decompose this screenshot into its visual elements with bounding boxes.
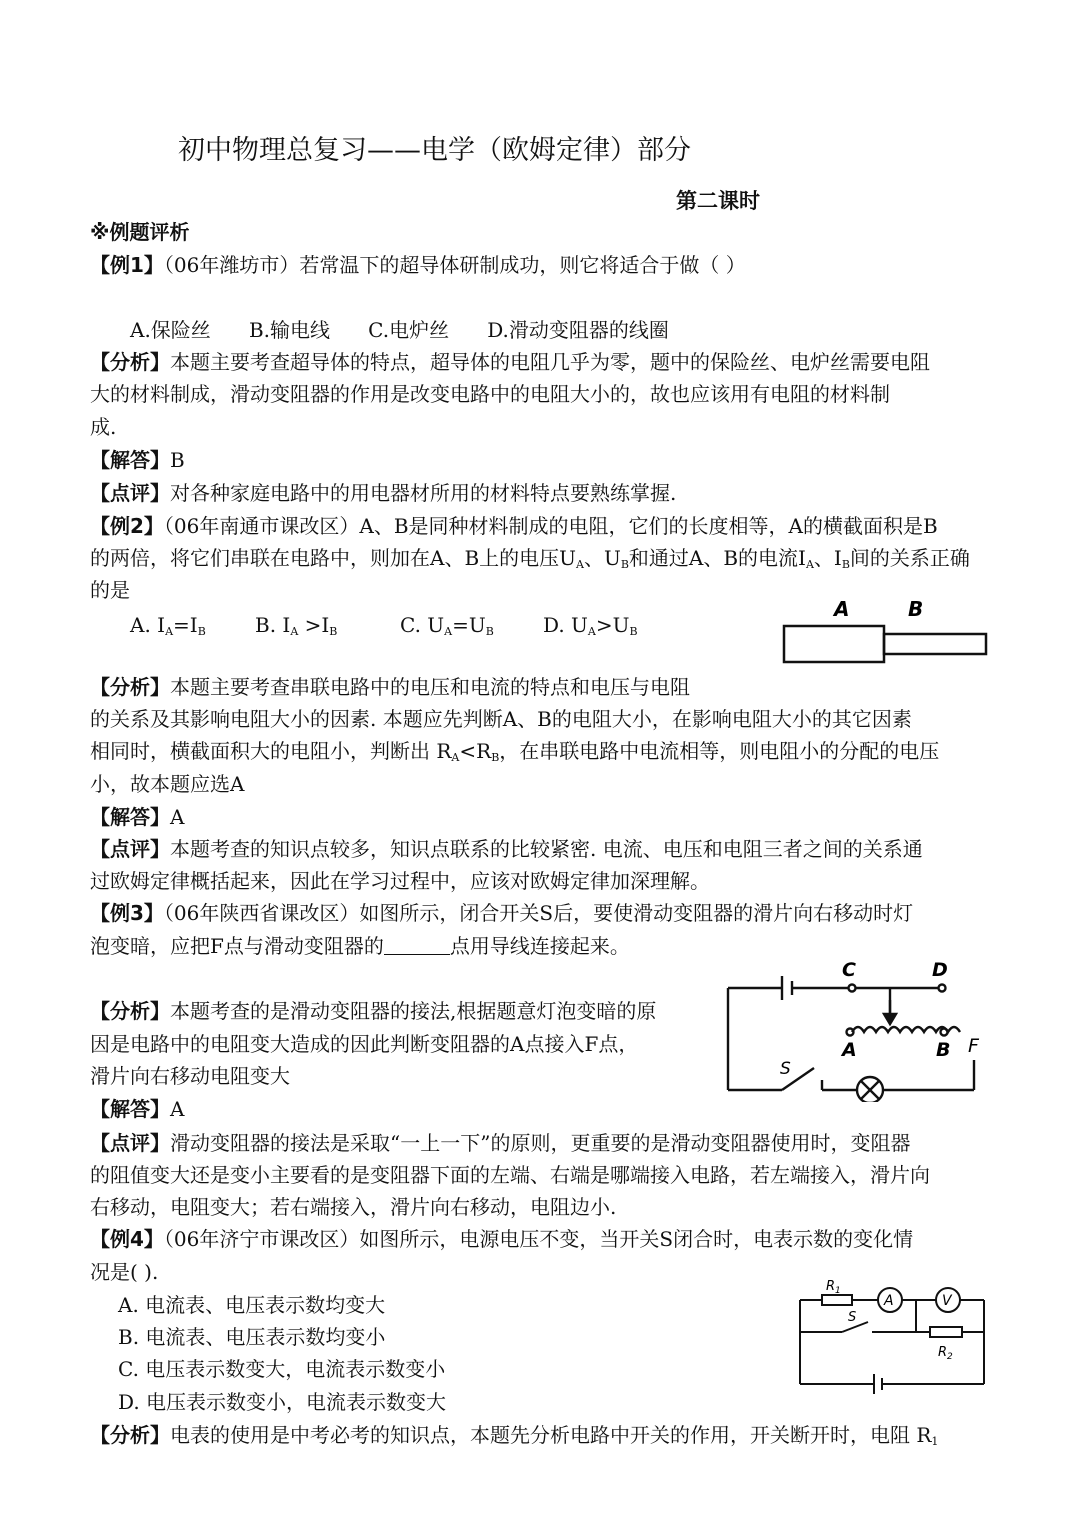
label-a: A [842, 1039, 857, 1061]
ex1-answer: 【解答】B [90, 448, 185, 472]
ex1-options: A.保险丝 B.输电线 C.电炉丝 D.滑动变阻器的线圈 [130, 318, 669, 342]
terminal-d [939, 985, 946, 992]
ex4-circuit-figure [792, 1276, 992, 1396]
ex2-option-d: D. $U_A>U_B$ [543, 613, 638, 638]
ex2-answer: 【解答】A [90, 805, 185, 829]
ex3-question-line: 泡变暗，应把F点与滑动变阻器的 点用导线连接起来。 [90, 934, 630, 958]
ex2-analysis-line: 的关系及其影响电阻大小的因素. 本题应先判断A、B的电阻大小，在影响电阻大小的其它因素 [90, 707, 912, 731]
label-s: S [780, 1059, 791, 1079]
ex3-circuit-figure [718, 956, 998, 1102]
terminal-b [941, 1029, 948, 1036]
ex3-comment-line: 的阻值变大还是变小主要看的是变阻器下面的左端、右端是哪端接入电路，若左端接入，滑片向 [90, 1163, 930, 1187]
ex4-option-c: C. 电压表示数变大，电流表示数变小 [118, 1357, 446, 1381]
label-b: B [936, 1039, 951, 1061]
ex2-option-c: C. $U_A=U_B$ [400, 613, 494, 638]
ex2-comment: 【点评】本题考查的知识点较多，知识点联系的比较紧密. 电流、电压和电阻三者之间的关系通 [90, 837, 923, 861]
ex4-analysis: 【分析】电表的使用是中考必考的知识点，本题先分析电路中开关的作用，开关断开时，电阻 $R_1$ [90, 1423, 939, 1448]
ex3-comment: 【点评】滑动变阻器的接法是采取“一上一下”的原则，更重要的是滑动变阻器使用时，变阻器 [90, 1131, 911, 1155]
ex2-analysis-line: 相同时，横截面积大的电阻小，判断出 $R_A<R_B$，在串联电路中电流相等，则电阻小的分配的电压 [90, 739, 940, 764]
ex2-question: 【例2】（06年南通市课改区）A、B是同种材料制成的电阻，它们的长度相等，A的横截面积是B [90, 514, 938, 538]
fig-label-b: B [908, 597, 924, 621]
ex1-analysis-line: 成. [90, 415, 117, 439]
label-v-meter: V [942, 1293, 952, 1309]
ex2-option-b: B. $I_A >I_B$ [255, 613, 338, 638]
label-r2: $R_2$ [938, 1345, 953, 1362]
slider-arrow [884, 1014, 896, 1024]
resistor-r1 [822, 1295, 852, 1305]
resistor-b-shape [884, 634, 986, 654]
ex4-option-b: B. 电流表、电压表示数均变小 [118, 1325, 386, 1349]
ex2-resistor-figure [776, 594, 996, 670]
section-heading: ※例题评析 [90, 220, 190, 244]
ex2-analysis: 【分析】本题主要考查串联电路中的电压和电流的特点和电压与电阻 [90, 675, 690, 699]
ex3-comment-line: 右移动，电阻变大；若右端接入，滑片向右移动，电阻边小. [90, 1195, 617, 1219]
page-title: 初中物理总复习——电学（欧姆定律）部分 [178, 135, 691, 166]
label-d: D [932, 959, 948, 981]
ex3-answer: 【解答】A [90, 1097, 185, 1121]
fig-label-a: A [834, 597, 850, 621]
terminal-c [849, 985, 856, 992]
ex4-option-a: A. 电流表、电压表示数均变大 [118, 1293, 386, 1317]
label-a-meter: A [884, 1293, 894, 1309]
ex1-analysis: 【分析】本题主要考查超导体的特点，超导体的电阻几乎为零，题中的保险丝、电炉丝需要电阻 [90, 350, 930, 374]
ex4-option-d: D. 电压表示数变小，电流表示数变大 [118, 1390, 447, 1414]
ex4-question: 【例4】（06年济宁市课改区）如图所示，电源电压不变，当开关S闭合时，电表示数的变化情 [90, 1227, 914, 1251]
ex4-question-line: 况是( ). [90, 1260, 159, 1284]
ex1-question: 【例1】（06年潍坊市）若常温下的超导体研制成功，则它将适合于做（ ） [90, 253, 746, 277]
label-r1: $R_1$ [826, 1279, 841, 1296]
ex3-question: 【例3】（06年陕西省课改区）如图所示，闭合开关S后，要使滑动变阻器的滑片向右移动时灯 [90, 901, 914, 925]
ex3-analysis: 【分析】本题考查的是滑动变阻器的接法,根据题意灯泡变暗的原 [90, 999, 657, 1023]
resistor-a-shape [784, 626, 884, 662]
ex2-question-line: 的两倍，将它们串联在电路中，则加在A、B上的电压$U_A$、$U_B$和通过A、B的电流$I_A$、$I_B$间的关系正确 [90, 546, 970, 571]
ex3-analysis-line: 滑片向右移动电阻变大 [90, 1064, 290, 1088]
ex1-analysis-line: 大的材料制成，滑动变阻器的作用是改变电路中的电阻大小的，故也应该用有电阻的材料制 [90, 382, 890, 406]
answer-blank [384, 936, 450, 955]
resistor-r2 [930, 1327, 962, 1337]
ex2-analysis-line: 小，故本题应选A [90, 772, 245, 796]
label-f: F [968, 1035, 979, 1057]
ex2-question-line: 的是 [90, 578, 130, 602]
label-c: C [842, 959, 856, 981]
terminal-a [847, 1029, 854, 1036]
ex2-option-a: A. $I_A=I_B$ [130, 613, 206, 638]
label-s: S [848, 1310, 857, 1325]
lesson-subtitle: 第二课时 [676, 189, 760, 213]
ex2-comment-line: 过欧姆定律概括起来，因此在学习过程中，应该对欧姆定律加深理解。 [90, 869, 710, 893]
ex3-analysis-line: 因是电路中的电阻变大造成的因此判断变阻器的A点接入F点， [90, 1032, 639, 1056]
ex1-comment: 【点评】对各种家庭电路中的用电器材所用的材料特点要熟练掌握. [90, 481, 677, 505]
